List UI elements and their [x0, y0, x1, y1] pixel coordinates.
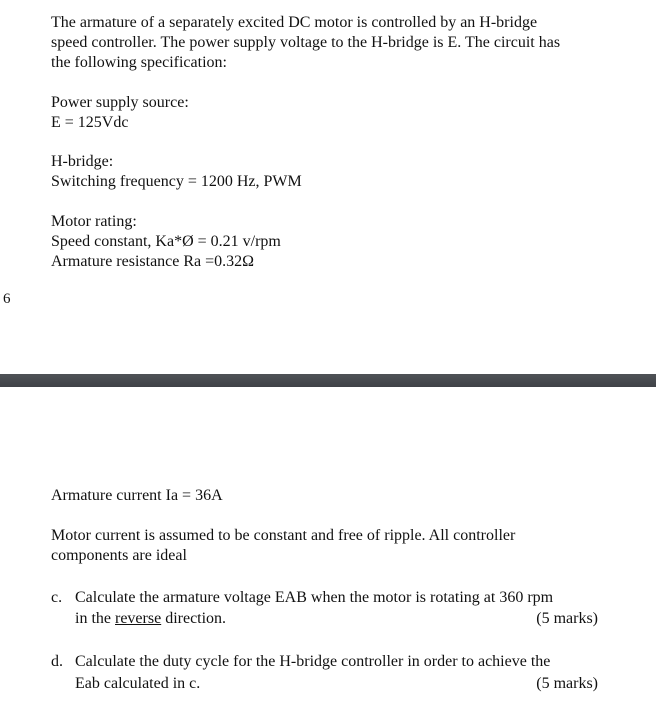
- page-separator: [0, 374, 656, 387]
- assumption-line-1: Motor current is assumed to be constant and free of ripple. All controller: [51, 527, 516, 544]
- question-d-marks: (5 marks): [536, 675, 598, 692]
- reverse-underlined: reverse: [115, 610, 162, 627]
- armature-resistance: Armature resistance Ra =0.32Ω: [51, 253, 255, 270]
- page-number: 6: [3, 291, 11, 307]
- motor-rating-heading: Motor rating:: [51, 213, 137, 230]
- question-c-line-2: in the reverse direction.: [75, 610, 227, 627]
- intro-line-1: The armature of a separately excited DC motor is controlled by an H-bridge: [51, 14, 538, 31]
- question-d-line-2: Eab calculated in c.: [75, 675, 201, 692]
- h-bridge-heading: H-bridge:: [51, 153, 114, 170]
- question-c-line-1: Calculate the armature voltage EAB when the motor is rotating at 360 rpm: [75, 589, 554, 606]
- speed-constant: Speed constant, Ka*Ø = 0.21 v/rpm: [51, 233, 281, 250]
- power-supply-value: E = 125Vdc: [51, 114, 129, 131]
- question-c-label: c.: [51, 589, 63, 606]
- switching-frequency: Switching frequency = 1200 Hz, PWM: [51, 173, 302, 190]
- question-d-line-1: Calculate the duty cycle for the H-bridge controller in order to achieve the: [75, 653, 551, 670]
- question-c-marks: (5 marks): [536, 610, 598, 627]
- intro-line-3: the following specification:: [51, 54, 227, 71]
- intro-line-2: speed controller. The power supply voltage to the H-bridge is E. The circuit has: [51, 34, 561, 51]
- armature-current: Armature current Ia = 36A: [51, 487, 223, 504]
- power-supply-heading: Power supply source:: [51, 94, 189, 111]
- assumption-line-2: components are ideal: [51, 547, 187, 564]
- question-d-label: d.: [51, 653, 63, 670]
